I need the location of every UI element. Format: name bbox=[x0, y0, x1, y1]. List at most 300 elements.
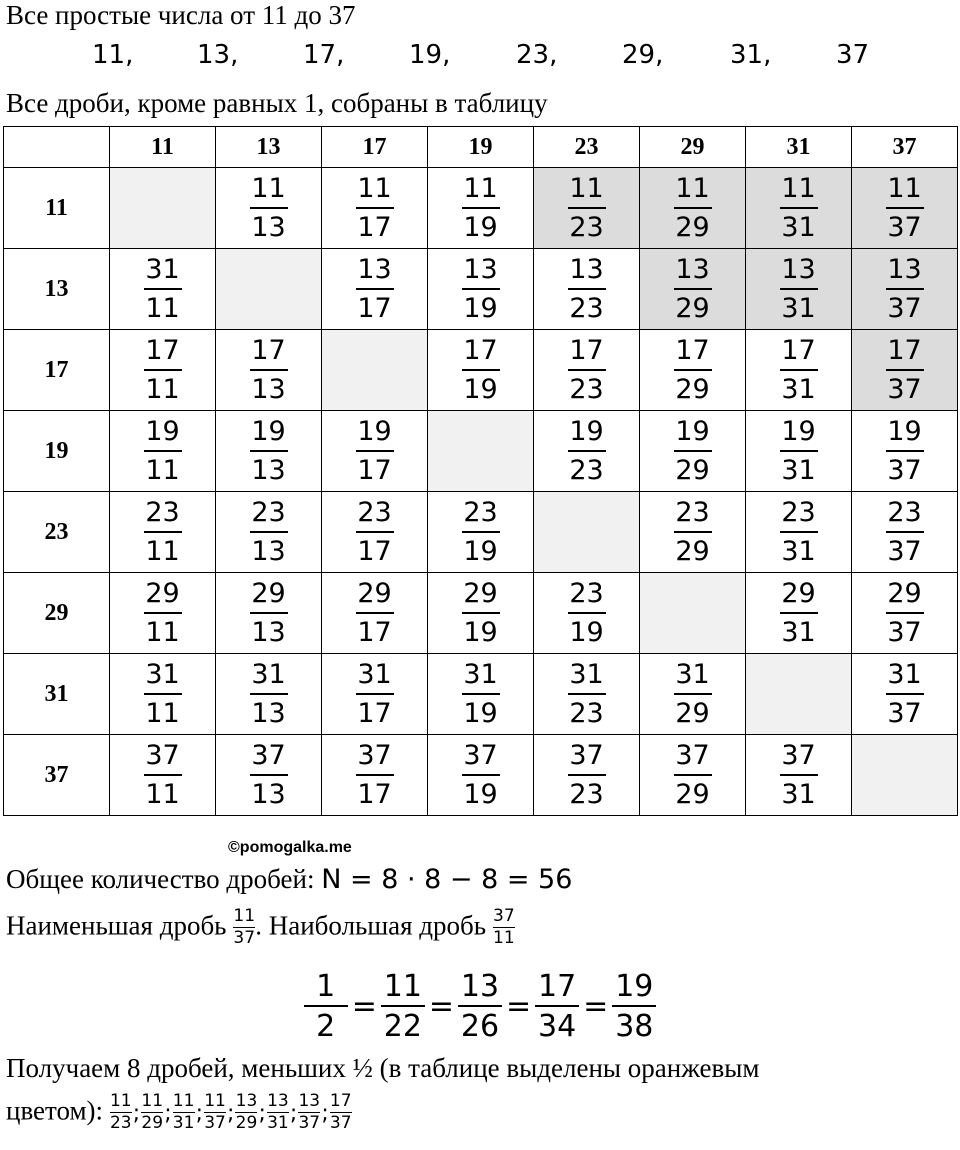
denominator: 37 bbox=[887, 373, 922, 405]
numerator: 31 bbox=[887, 659, 922, 691]
denominator: 17 bbox=[357, 616, 392, 648]
fraction bbox=[886, 578, 924, 647]
fraction bbox=[356, 740, 394, 809]
fraction-cell bbox=[640, 492, 746, 573]
numerator: 19 bbox=[569, 416, 604, 448]
numerator: 19 bbox=[615, 969, 654, 1004]
denominator: 17 bbox=[357, 778, 392, 810]
denominator: 13 bbox=[251, 697, 286, 729]
denominator: 23 bbox=[569, 778, 604, 810]
fraction-cell bbox=[428, 573, 534, 654]
fraction bbox=[356, 578, 394, 647]
fraction-cell bbox=[852, 573, 958, 654]
fraction-cell bbox=[534, 330, 640, 411]
result-line-1: Получаем 8 дробей, меньших ½ (в таблице выделены оранжевым bbox=[6, 1053, 760, 1083]
numerator: 17 bbox=[887, 335, 922, 367]
numerator: 11 bbox=[357, 173, 392, 205]
fraction-cell bbox=[428, 330, 534, 411]
denominator: 37 bbox=[233, 928, 256, 949]
denominator: 31 bbox=[781, 535, 816, 567]
empty-diagonal-cell bbox=[852, 735, 958, 816]
fractions-table bbox=[3, 126, 958, 816]
fraction-cell bbox=[746, 492, 852, 573]
empty-diagonal-cell bbox=[534, 492, 640, 573]
primes-heading: Все простые числа от 11 до 37 bbox=[6, 0, 356, 30]
denominator: 19 bbox=[463, 211, 498, 243]
prime-number: 31, bbox=[730, 40, 772, 70]
fraction bbox=[568, 254, 606, 323]
fraction-cell bbox=[216, 330, 322, 411]
fraction-cell bbox=[746, 330, 852, 411]
denominator: 23 bbox=[569, 292, 604, 324]
fraction-cell bbox=[852, 492, 958, 573]
table-row bbox=[4, 654, 958, 735]
denominator: 29 bbox=[675, 697, 710, 729]
table-row bbox=[4, 735, 958, 816]
numerator: 23 bbox=[569, 578, 604, 610]
row-header: 11 bbox=[4, 168, 110, 249]
row-header: 31 bbox=[4, 654, 110, 735]
fraction-cell bbox=[216, 411, 322, 492]
fraction bbox=[144, 659, 182, 728]
fraction bbox=[110, 1093, 132, 1133]
denominator: 31 bbox=[267, 1113, 289, 1134]
count-text: Общее количество дробей: bbox=[6, 864, 322, 894]
prime-number: 13, bbox=[197, 40, 239, 70]
fraction bbox=[886, 335, 924, 404]
fraction bbox=[780, 335, 818, 404]
fraction bbox=[144, 497, 182, 566]
numerator: 13 bbox=[298, 1091, 321, 1111]
fraction bbox=[250, 497, 288, 566]
fraction bbox=[886, 416, 924, 485]
denominator: 17 bbox=[357, 211, 392, 243]
fraction-cell bbox=[852, 654, 958, 735]
fraction bbox=[780, 173, 818, 242]
denominator: 11 bbox=[145, 373, 180, 405]
numerator: 17 bbox=[569, 335, 604, 367]
prime-number: 17, bbox=[303, 40, 345, 70]
denominator: 11 bbox=[145, 616, 180, 648]
denominator: 23 bbox=[109, 1113, 132, 1134]
fraction bbox=[674, 173, 712, 242]
empty-diagonal-cell bbox=[110, 168, 216, 249]
fraction-cell bbox=[110, 735, 216, 816]
numerator: 23 bbox=[887, 497, 922, 529]
fraction-cell bbox=[428, 249, 534, 330]
result-fractions bbox=[109, 1091, 352, 1134]
fraction-cell bbox=[216, 573, 322, 654]
numerator: 29 bbox=[145, 578, 180, 610]
numerator: 19 bbox=[781, 416, 816, 448]
fraction bbox=[886, 659, 924, 728]
table-header-row bbox=[4, 127, 958, 168]
numerator: 13 bbox=[675, 254, 710, 286]
fraction bbox=[886, 173, 924, 242]
fraction-cell bbox=[216, 492, 322, 573]
fraction-cell bbox=[746, 573, 852, 654]
fraction bbox=[173, 1093, 195, 1133]
numerator: 19 bbox=[357, 416, 392, 448]
fraction-cell bbox=[534, 654, 640, 735]
fraction-cell bbox=[322, 654, 428, 735]
fraction bbox=[674, 254, 712, 323]
minmax-line bbox=[6, 908, 515, 948]
fraction bbox=[780, 416, 818, 485]
fraction bbox=[674, 659, 712, 728]
numerator: 23 bbox=[251, 497, 286, 529]
count-line bbox=[6, 864, 572, 895]
denominator: 34 bbox=[538, 1009, 577, 1044]
result-line-2 bbox=[6, 1093, 352, 1133]
equals-sign: = bbox=[351, 989, 377, 1024]
fraction bbox=[568, 740, 606, 809]
denominator: 11 bbox=[145, 454, 180, 486]
denominator: 29 bbox=[235, 1113, 258, 1134]
fraction bbox=[356, 497, 394, 566]
fraction bbox=[886, 497, 924, 566]
fraction-cell bbox=[746, 735, 852, 816]
fraction bbox=[780, 497, 818, 566]
fraction bbox=[250, 659, 288, 728]
denominator: 37 bbox=[329, 1113, 352, 1134]
fraction-cell bbox=[428, 168, 534, 249]
fraction bbox=[235, 1093, 257, 1133]
column-header: 37 bbox=[852, 127, 958, 168]
numerator: 37 bbox=[145, 740, 180, 772]
denominator: 37 bbox=[887, 292, 922, 324]
fraction-cell bbox=[322, 249, 428, 330]
separator: ; bbox=[195, 1100, 204, 1126]
denominator: 13 bbox=[251, 616, 286, 648]
fraction-cell bbox=[110, 492, 216, 573]
numerator: 37 bbox=[675, 740, 710, 772]
denominator: 23 bbox=[569, 697, 604, 729]
numerator: 11 bbox=[463, 173, 498, 205]
table-body bbox=[4, 168, 958, 816]
separator: ; bbox=[132, 1100, 141, 1126]
fraction-cell bbox=[852, 249, 958, 330]
fraction-cell bbox=[746, 249, 852, 330]
numerator: 37 bbox=[569, 740, 604, 772]
denominator: 31 bbox=[781, 616, 816, 648]
numerator: 11 bbox=[781, 173, 816, 205]
denominator: 13 bbox=[251, 778, 286, 810]
denominator: 23 bbox=[569, 211, 604, 243]
fraction bbox=[144, 740, 182, 809]
fraction-cell bbox=[534, 735, 640, 816]
numerator: 11 bbox=[204, 1091, 226, 1111]
empty-diagonal-cell bbox=[322, 330, 428, 411]
column-header: 17 bbox=[322, 127, 428, 168]
denominator: 11 bbox=[493, 928, 515, 949]
numerator: 13 bbox=[781, 254, 816, 286]
denominator: 37 bbox=[887, 697, 922, 729]
numerator: 37 bbox=[357, 740, 392, 772]
numerator: 1 bbox=[316, 969, 336, 1004]
fraction bbox=[612, 970, 656, 1043]
fraction-cell bbox=[322, 411, 428, 492]
table-row bbox=[4, 330, 958, 411]
table-row bbox=[4, 492, 958, 573]
result-prefix: цветом): bbox=[6, 1095, 110, 1126]
row-header: 13 bbox=[4, 249, 110, 330]
denominator: 13 bbox=[251, 454, 286, 486]
numerator: 17 bbox=[463, 335, 498, 367]
fraction-cell bbox=[852, 330, 958, 411]
empty-diagonal-cell bbox=[216, 249, 322, 330]
table-row bbox=[4, 573, 958, 654]
numerator: 31 bbox=[145, 254, 180, 286]
separator: ; bbox=[164, 1100, 172, 1126]
empty-diagonal-cell bbox=[428, 411, 534, 492]
numerator: 17 bbox=[781, 335, 816, 367]
row-header: 29 bbox=[4, 573, 110, 654]
empty-diagonal-cell bbox=[640, 573, 746, 654]
numerator: 31 bbox=[145, 659, 180, 691]
fraction bbox=[568, 173, 606, 242]
numerator: 17 bbox=[329, 1091, 352, 1111]
separator: ; bbox=[258, 1100, 266, 1126]
denominator: 13 bbox=[251, 211, 286, 243]
fraction bbox=[568, 578, 606, 647]
column-header: 23 bbox=[534, 127, 640, 168]
denominator: 13 bbox=[251, 535, 286, 567]
row-header: 37 bbox=[4, 735, 110, 816]
denominator: 17 bbox=[357, 535, 392, 567]
denominator: 19 bbox=[463, 292, 498, 324]
numerator: 23 bbox=[781, 497, 816, 529]
fraction-cell bbox=[640, 735, 746, 816]
fraction bbox=[674, 416, 712, 485]
numerator: 29 bbox=[463, 578, 498, 610]
numerator: 11 bbox=[383, 969, 422, 1004]
denominator: 31 bbox=[781, 373, 816, 405]
numerator: 11 bbox=[141, 1091, 164, 1111]
denominator: 37 bbox=[204, 1113, 226, 1134]
prime-number: 37 bbox=[836, 40, 870, 70]
numerator: 37 bbox=[781, 740, 816, 772]
denominator: 31 bbox=[172, 1113, 195, 1134]
row-header: 17 bbox=[4, 330, 110, 411]
empty-diagonal-cell bbox=[746, 654, 852, 735]
denominator: 26 bbox=[460, 1009, 500, 1044]
fraction-cell bbox=[322, 735, 428, 816]
separator: ; bbox=[289, 1100, 298, 1126]
numerator: 37 bbox=[493, 906, 515, 926]
denominator: 19 bbox=[463, 535, 498, 567]
numerator: 13 bbox=[887, 254, 922, 286]
fraction bbox=[462, 335, 500, 404]
numerator: 17 bbox=[675, 335, 710, 367]
fraction bbox=[462, 497, 500, 566]
fraction bbox=[568, 416, 606, 485]
fraction-cell bbox=[216, 168, 322, 249]
numerator: 31 bbox=[357, 659, 392, 691]
numerator: 17 bbox=[145, 335, 180, 367]
numerator: 37 bbox=[251, 740, 286, 772]
fraction-cell bbox=[852, 168, 958, 249]
fraction-cell bbox=[640, 330, 746, 411]
denominator: 31 bbox=[781, 292, 816, 324]
fraction-cell bbox=[216, 735, 322, 816]
fraction bbox=[462, 578, 500, 647]
denominator: 23 bbox=[569, 373, 604, 405]
equals-sign: = bbox=[506, 989, 532, 1024]
fraction-cell bbox=[640, 168, 746, 249]
numerator: 23 bbox=[357, 497, 392, 529]
numerator: 11 bbox=[569, 173, 604, 205]
column-header: 29 bbox=[640, 127, 746, 168]
fraction bbox=[674, 497, 712, 566]
primes-list bbox=[0, 40, 960, 80]
denominator: 19 bbox=[569, 616, 604, 648]
numerator: 23 bbox=[145, 497, 180, 529]
fraction-cell bbox=[640, 249, 746, 330]
count-formula: N = 8 · 8 − 8 = 56 bbox=[321, 864, 573, 895]
numerator: 17 bbox=[251, 335, 286, 367]
denominator: 31 bbox=[781, 211, 816, 243]
fraction bbox=[250, 740, 288, 809]
denominator: 17 bbox=[357, 454, 392, 486]
numerator: 11 bbox=[251, 173, 286, 205]
denominator: 31 bbox=[781, 454, 816, 486]
fraction-cell bbox=[640, 654, 746, 735]
numerator: 13 bbox=[569, 254, 604, 286]
equals-sign: = bbox=[583, 989, 609, 1024]
numerator: 29 bbox=[357, 578, 392, 610]
numerator: 11 bbox=[233, 906, 256, 926]
fraction bbox=[458, 970, 502, 1043]
denominator: 37 bbox=[887, 211, 922, 243]
fraction bbox=[144, 335, 182, 404]
denominator: 29 bbox=[675, 778, 710, 810]
separator: ; bbox=[227, 1100, 235, 1126]
numerator: 23 bbox=[463, 497, 498, 529]
denominator: 29 bbox=[675, 454, 710, 486]
numerator: 31 bbox=[463, 659, 498, 691]
numerator: 11 bbox=[675, 173, 710, 205]
max-fraction bbox=[493, 908, 515, 948]
numerator: 11 bbox=[109, 1091, 132, 1111]
fraction bbox=[462, 659, 500, 728]
fraction bbox=[144, 416, 182, 485]
fraction bbox=[462, 254, 500, 323]
column-header: 31 bbox=[746, 127, 852, 168]
fraction bbox=[462, 173, 500, 242]
denominator: 19 bbox=[463, 697, 498, 729]
fraction bbox=[250, 578, 288, 647]
fraction bbox=[886, 254, 924, 323]
fraction-cell bbox=[746, 168, 852, 249]
fraction-cell bbox=[640, 411, 746, 492]
fraction-cell bbox=[428, 654, 534, 735]
denominator: 17 bbox=[357, 697, 392, 729]
min-label: Наименьшая дробь bbox=[6, 910, 234, 941]
denominator: 2 bbox=[316, 1009, 336, 1044]
column-header: 11 bbox=[110, 127, 216, 168]
fraction bbox=[780, 740, 818, 809]
table-row bbox=[4, 411, 958, 492]
denominator: 37 bbox=[887, 454, 922, 486]
fraction-cell bbox=[852, 411, 958, 492]
fraction-cell bbox=[110, 573, 216, 654]
fraction bbox=[780, 578, 818, 647]
fraction bbox=[462, 740, 500, 809]
numerator: 37 bbox=[463, 740, 498, 772]
table-heading: Все дроби, кроме равных 1, собраны в таблицу bbox=[6, 88, 548, 118]
equals-sign: = bbox=[428, 989, 454, 1024]
fraction bbox=[144, 254, 182, 323]
fraction-cell bbox=[322, 573, 428, 654]
fraction bbox=[141, 1093, 163, 1133]
fraction-cell bbox=[534, 573, 640, 654]
fraction-cell bbox=[110, 654, 216, 735]
denominator: 11 bbox=[145, 292, 180, 324]
fraction-cell bbox=[428, 492, 534, 573]
numerator: 29 bbox=[781, 578, 816, 610]
fraction bbox=[535, 970, 579, 1043]
fraction bbox=[144, 578, 182, 647]
prime-number: 29, bbox=[622, 40, 664, 70]
numerator: 13 bbox=[460, 969, 500, 1004]
denominator: 19 bbox=[463, 373, 498, 405]
fraction-cell bbox=[322, 168, 428, 249]
fraction-cell bbox=[534, 168, 640, 249]
denominator: 29 bbox=[675, 292, 710, 324]
fraction bbox=[674, 740, 712, 809]
denominator: 22 bbox=[383, 1009, 422, 1044]
numerator: 11 bbox=[887, 173, 922, 205]
denominator: 13 bbox=[251, 373, 286, 405]
fraction bbox=[356, 416, 394, 485]
fraction bbox=[204, 1093, 226, 1133]
fraction bbox=[356, 659, 394, 728]
numerator: 19 bbox=[887, 416, 922, 448]
fraction bbox=[304, 970, 348, 1043]
fraction-cell bbox=[534, 411, 640, 492]
denominator: 38 bbox=[615, 1009, 654, 1044]
denominator: 29 bbox=[675, 535, 710, 567]
denominator: 19 bbox=[463, 778, 498, 810]
fraction bbox=[568, 659, 606, 728]
numerator: 31 bbox=[569, 659, 604, 691]
denominator: 17 bbox=[357, 292, 392, 324]
denominator: 29 bbox=[675, 211, 710, 243]
numerator: 19 bbox=[675, 416, 710, 448]
numerator: 29 bbox=[251, 578, 286, 610]
fraction bbox=[356, 254, 394, 323]
numerator: 13 bbox=[463, 254, 498, 286]
numerator: 23 bbox=[675, 497, 710, 529]
table-row bbox=[4, 168, 958, 249]
prime-number: 11, bbox=[92, 40, 134, 70]
fraction bbox=[250, 173, 288, 242]
fraction-cell bbox=[110, 411, 216, 492]
denominator: 37 bbox=[887, 616, 922, 648]
numerator: 19 bbox=[251, 416, 286, 448]
numerator: 19 bbox=[145, 416, 180, 448]
denominator: 31 bbox=[781, 778, 816, 810]
fraction bbox=[568, 335, 606, 404]
row-header: 23 bbox=[4, 492, 110, 573]
row-header: 19 bbox=[4, 411, 110, 492]
equality-chain bbox=[0, 970, 960, 1043]
denominator: 11 bbox=[145, 697, 180, 729]
denominator: 23 bbox=[569, 454, 604, 486]
fraction bbox=[356, 173, 394, 242]
denominator: 29 bbox=[675, 373, 710, 405]
